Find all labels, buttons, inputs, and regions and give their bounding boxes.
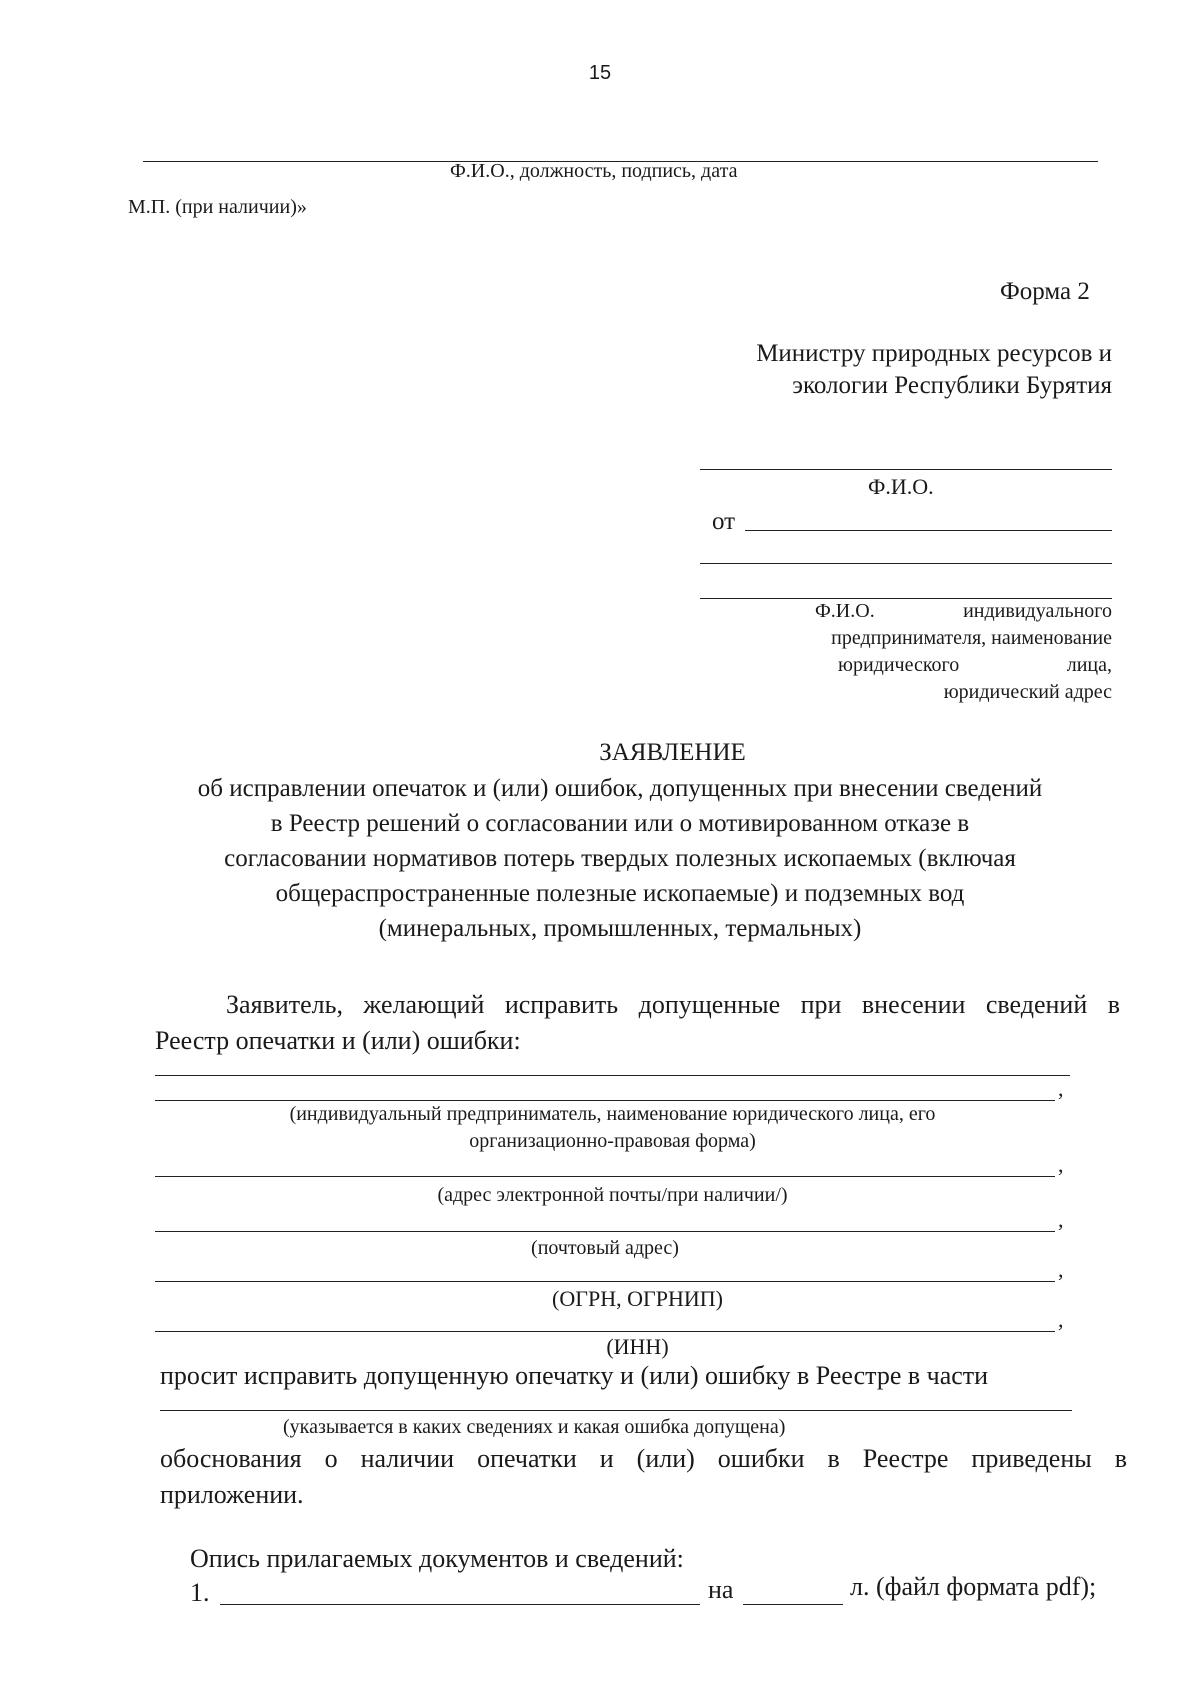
from-line-3: [700, 598, 1112, 599]
field-comma: ,: [1058, 1152, 1064, 1177]
ogrn-caption: (ОГРН, ОГРНИП): [552, 1286, 723, 1311]
applicant-caption-word: юридического: [838, 654, 960, 676]
justification-word: наличии: [360, 1444, 455, 1473]
email-line: [155, 1176, 1055, 1177]
subtitle-line: в Реестр решений о согласовании или о мотивированном отказе в: [270, 810, 970, 837]
applicant-caption-word: лица,: [1066, 654, 1112, 676]
attachment-pages-line: [743, 1604, 843, 1605]
addressee-line-1: Министру природных ресурсов и: [756, 340, 1112, 367]
signature-caption: Ф.И.О., должность, подпись, дата: [450, 160, 738, 182]
subtitle-line: (минеральных, промышленных, термальных): [378, 915, 862, 942]
addressee-fio-caption: Ф.И.О.: [868, 474, 934, 499]
justification-word: приведены: [971, 1444, 1092, 1473]
document-title: ЗАЯВЛЕНИЕ: [599, 739, 746, 766]
justification-line-2: приложении.: [160, 1480, 304, 1509]
applicant-caption-line-3: [838, 654, 1112, 677]
request-caption: (указывается в каких сведениях и какая ошибка допущена): [283, 1416, 786, 1438]
justification-word: и: [599, 1444, 614, 1473]
addressee-line-2: экологии Республики Бурятия: [792, 372, 1112, 399]
document-subtitle: [128, 771, 1112, 946]
intro-word: желающий: [363, 990, 485, 1019]
inn-line: [155, 1331, 1055, 1332]
intro-line-1: [226, 990, 1120, 1020]
justification-line-1: [160, 1444, 1127, 1474]
subtitle-line: согласовании нормативов потерь твердых полезных ископаемых (включая: [224, 845, 1016, 872]
field-comma: ,: [1058, 1257, 1064, 1282]
ogrn-line: [155, 1281, 1055, 1282]
form-label: Форма 2: [1000, 278, 1090, 305]
intro-word: в: [1107, 990, 1120, 1019]
request-line: [160, 1410, 1072, 1411]
applicant-caption-word: Ф.И.О.: [815, 600, 875, 622]
justification-word: в: [827, 1444, 840, 1473]
from-line-2: [700, 563, 1112, 564]
applicant-caption-line-2: предпринимателя, наименование: [831, 627, 1112, 649]
email-caption: (адрес электронной почты/при наличии/): [437, 1184, 788, 1206]
attachments-heading: Опись прилагаемых документов и сведений:: [190, 1544, 684, 1573]
intro-word: при: [800, 990, 842, 1019]
field-comma: ,: [1058, 1307, 1064, 1332]
justification-word: (или): [636, 1444, 695, 1473]
justification-word: ошибки: [717, 1444, 805, 1473]
justification-word: Реестре: [862, 1444, 949, 1473]
justification-word: о: [324, 1444, 338, 1473]
applicant-caption-line-4: юридический адрес: [943, 681, 1112, 703]
entity-caption-line-2: организационно-правовая форма): [469, 1130, 756, 1152]
from-line-1: [745, 530, 1112, 531]
field-comma: ,: [1058, 1207, 1064, 1232]
justification-word: в: [1114, 1444, 1127, 1473]
attachment-on-label: на: [708, 1575, 734, 1604]
justification-word: обоснования: [160, 1444, 302, 1473]
page-number: 15: [588, 62, 612, 84]
postal-line: [155, 1231, 1055, 1232]
justification-word: опечатки: [477, 1444, 577, 1473]
request-text: просит исправить допущенную опечатку и (или) ошибку в Реестре в части: [160, 1361, 989, 1390]
attachment-suffix: л. (файл формата pdf);: [850, 1572, 1097, 1601]
attachment-item-number: 1.: [190, 1578, 210, 1607]
subtitle-line: общераспространенные полезные ископаемые) и подземных вод: [275, 880, 965, 907]
intro-word: исправить: [504, 990, 619, 1019]
inn-caption: (ИНН): [606, 1334, 669, 1359]
intro-word: внесении: [861, 990, 966, 1019]
intro-word: сведений: [985, 990, 1088, 1019]
field-comma: ,: [1058, 1076, 1064, 1101]
intro-word: допущенные: [638, 990, 781, 1019]
addressee-fio-line: [700, 469, 1112, 470]
intro-word: Заявитель,: [226, 990, 343, 1019]
from-label: от: [712, 508, 736, 535]
entity-line-2: [155, 1100, 1055, 1101]
subtitle-line: об исправлении опечаток и (или) ошибок, допущенных при внесении сведений: [197, 775, 1043, 802]
seal-note: М.П. (при наличии)»: [128, 196, 307, 218]
entity-line-1: [155, 1075, 1070, 1076]
intro-line-2: Реестр опечатки и (или) ошибки:: [155, 1026, 521, 1055]
entity-caption-line-1: (индивидуальный предприниматель, наименование юридического лица, его: [289, 1103, 936, 1125]
applicant-caption: [815, 600, 1112, 623]
applicant-caption-word: индивидуального: [963, 600, 1112, 622]
postal-caption: (почтовый адрес): [531, 1237, 679, 1259]
attachment-name-line: [220, 1604, 700, 1605]
